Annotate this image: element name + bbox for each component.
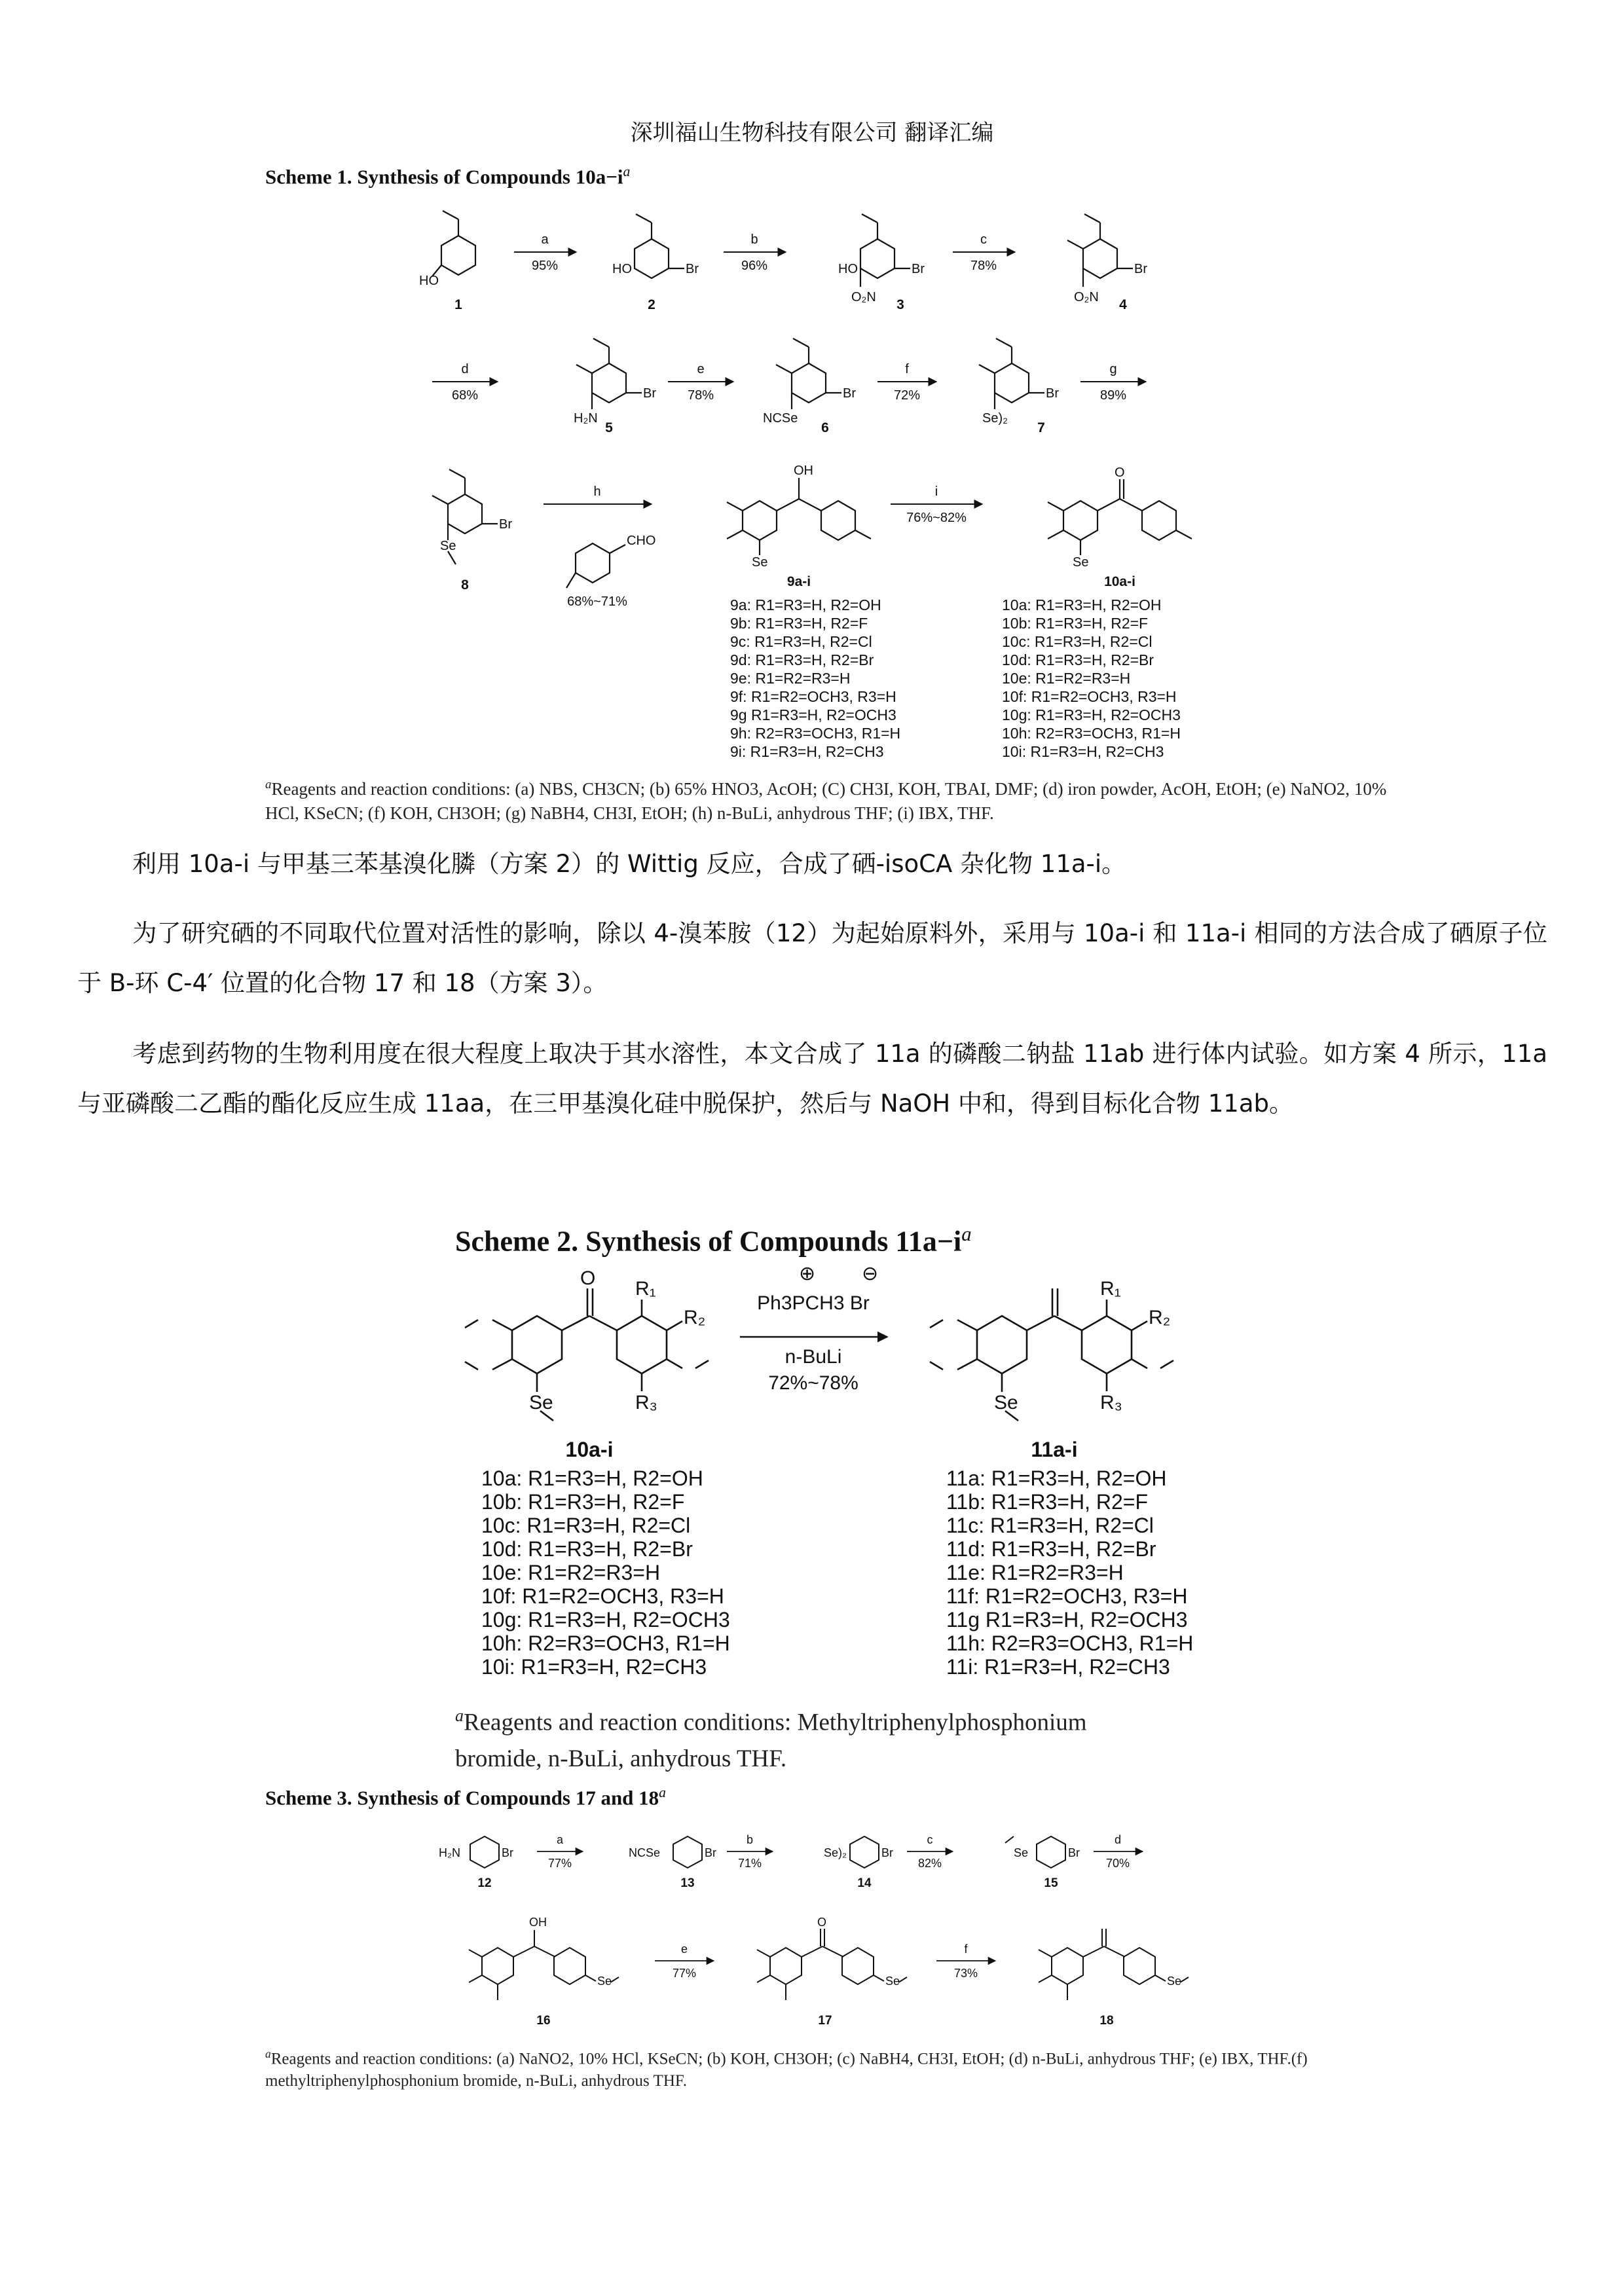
paragraph-2-text: 为了研究硒的不同取代位置对活性的影响，除以 4-溴苯胺（12）为起始原料外，采用与 10a-i 和 11a-i 相同的方法合成了硒原子位于 B-环 C-4′ 位置的化合物 17 和 18（方案 3）。 <box>77 919 1547 997</box>
list-item: 11g R1=R3=H, R2=OCH3 <box>946 1608 1188 1631</box>
compound-9-structure <box>727 478 871 555</box>
list-item: 10h: R2=R3=OCH3, R1=H <box>1002 725 1181 742</box>
s3-yield-c: 82% <box>917 1857 942 1870</box>
compound-4-structure <box>1067 214 1133 287</box>
s2-reagent-1: Ph3PCH3 Br <box>757 1292 870 1314</box>
compound-5-structure <box>576 338 642 409</box>
atom-ho-3: HO <box>838 262 858 276</box>
scheme3-footnote <box>265 2043 1392 2092</box>
s3-cpd-14: 14 <box>857 1876 872 1890</box>
s1-yield-f: 72% <box>893 388 921 403</box>
s1-cpd-7: 7 <box>1037 420 1045 435</box>
atom-br-14: Br <box>881 1846 893 1859</box>
scheme2-title-sup: a <box>961 1223 972 1245</box>
scheme3-title <box>265 1785 666 1810</box>
s3-yield-a: 77% <box>547 1857 572 1870</box>
atom-no2-3: O₂N <box>851 290 876 304</box>
s3-cpd-17: 17 <box>818 2014 832 2028</box>
s3-yield-d: 70% <box>1105 1857 1130 1870</box>
list-item: 11i: R1=R3=H, R2=CH3 <box>946 1655 1170 1679</box>
scheme3-diagram <box>439 1813 1225 2036</box>
list-item: 10g: R1=R3=H, R2=OCH3 <box>481 1608 730 1631</box>
atom-o-s2: O <box>580 1267 596 1289</box>
list-item: 10b: R1=R3=H, R2=F <box>481 1490 685 1514</box>
s1-yield-g: 89% <box>1099 388 1127 403</box>
s1-yield-b: 96% <box>741 259 768 273</box>
list-item: 10c: R1=R3=H, R2=Cl <box>1002 633 1153 650</box>
compound-3-structure <box>860 214 910 287</box>
s3-yield-f: 73% <box>953 1967 978 1980</box>
s2-label-right: 11a-i <box>1031 1438 1078 1461</box>
scheme1-list-10 <box>1002 596 1225 761</box>
atom-br-12: Br <box>502 1846 513 1859</box>
atom-oh-9: OH <box>794 464 813 478</box>
scheme1-list-9 <box>730 596 940 761</box>
s1-yield-a: 95% <box>531 259 559 273</box>
compound-16-structure <box>469 1930 619 2000</box>
atom-o-10: O <box>1115 465 1125 480</box>
list-item: 9c: R1=R3=H, R2=Cl <box>730 633 872 650</box>
atom-oh-16: OH <box>529 1916 547 1929</box>
list-item: 9h: R2=R3=OCH3, R1=H <box>730 725 901 742</box>
scheme1-footnote <box>265 773 1392 826</box>
compound-10ai-structure <box>465 1288 709 1421</box>
s3-yield-e: 77% <box>672 1967 697 1980</box>
s3-cpd-15: 15 <box>1044 1876 1058 1890</box>
s1-step-i: i <box>934 484 938 499</box>
atom-br-6: Br <box>843 386 856 401</box>
s1-cpd-9: 9a-i <box>786 574 811 589</box>
list-item: 10e: R1=R2=R3=H <box>1002 670 1131 687</box>
list-item: 10i: R1=R3=H, R2=CH3 <box>1002 743 1164 760</box>
aldehyde-reagent-structure <box>566 543 625 588</box>
paragraph-1 <box>77 839 1547 889</box>
s2-yield: 72%~78% <box>768 1372 858 1394</box>
s2-label-left: 10a-i <box>565 1438 614 1461</box>
list-item: 9g R1=R3=H, R2=OCH3 <box>730 706 896 723</box>
compound-18-structure <box>1039 1929 1189 2000</box>
list-item: 10a: R1=R3=H, R2=OH <box>1002 596 1162 613</box>
s3-step-a: a <box>556 1833 564 1846</box>
s3-cpd-12: 12 <box>477 1876 492 1890</box>
s1-cpd-2: 2 <box>648 297 655 312</box>
list-item: 11f: R1=R2=OCH3, R3=H <box>946 1584 1188 1608</box>
atom-se-s2-right: Se <box>994 1392 1018 1413</box>
atom-o-17: O <box>817 1916 827 1929</box>
s2-reagent-2: n-BuLi <box>784 1346 842 1368</box>
atom-se-15: Se <box>1014 1846 1029 1859</box>
compound-10-structure <box>1048 479 1192 555</box>
list-item: 11a: R1=R3=H, R2=OH <box>946 1467 1167 1490</box>
scheme2-diagram <box>452 1264 1192 1467</box>
s1-cpd-3: 3 <box>896 297 904 312</box>
atom-se-16: Se <box>597 1975 612 1988</box>
compound-11ai-structure <box>930 1288 1173 1421</box>
s3-step-f: f <box>964 1942 968 1956</box>
s1-step-b: b <box>750 232 758 247</box>
compound-2-structure <box>635 214 684 278</box>
list-item: 11e: R1=R2=R3=H <box>946 1561 1124 1584</box>
s1-yield-d: 68% <box>451 388 479 403</box>
atom-r3-left: R₃ <box>635 1392 657 1413</box>
atom-se-8: Se <box>440 539 456 553</box>
atom-ncse-6: NCSe <box>763 411 798 426</box>
scheme1-footnote-sup: a <box>265 778 272 792</box>
atom-r2-right: R₂ <box>1149 1307 1171 1328</box>
list-item: 9a: R1=R3=H, R2=OH <box>730 596 881 613</box>
s3-step-e: e <box>680 1942 688 1956</box>
s1-yield-i: 76%~82% <box>906 511 967 525</box>
list-item: 10i: R1=R3=H, R2=CH3 <box>481 1655 707 1679</box>
s1-cpd-4: 4 <box>1119 297 1127 312</box>
scheme2-list-11 <box>946 1467 1221 1679</box>
list-item: 10a: R1=R3=H, R2=OH <box>481 1467 703 1490</box>
atom-br-4: Br <box>1134 262 1147 276</box>
list-item: 9d: R1=R3=H, R2=Br <box>730 651 874 668</box>
s1-cpd-6: 6 <box>821 420 829 435</box>
atom-h2n-5: H₂N <box>574 411 598 426</box>
atom-r2-left: R₂ <box>684 1307 706 1328</box>
s1-yield-e: 78% <box>687 388 714 403</box>
compound-13-structure <box>673 1836 702 1868</box>
s1-step-e: e <box>697 362 705 376</box>
scheme2-list-10 <box>481 1467 756 1679</box>
scheme2-footnote-sup: a <box>455 1706 464 1725</box>
atom-r1-left: R₁ <box>635 1278 656 1300</box>
scheme2-title-text: Scheme 2. Synthesis of Compounds 11a−i <box>455 1225 962 1258</box>
list-item: 10d: R1=R3=H, R2=Br <box>1002 651 1154 668</box>
atom-r1-right: R₁ <box>1100 1278 1121 1300</box>
atom-r3-right: R₃ <box>1100 1392 1122 1413</box>
list-item: 9f: R1=R2=OCH3, R3=H <box>730 688 896 705</box>
s3-step-d: d <box>1114 1833 1122 1846</box>
atom-br-8: Br <box>499 517 512 532</box>
atom-cho: CHO <box>627 534 656 548</box>
scheme1-title-text: Scheme 1. Synthesis of Compounds 10a−i <box>265 165 623 189</box>
atom-br-15: Br <box>1068 1846 1080 1859</box>
s1-cpd-10: 10a-i <box>1104 574 1135 589</box>
atom-se-9: Se <box>752 555 768 570</box>
list-item: 10d: R1=R3=H, R2=Br <box>481 1537 693 1561</box>
paragraph-3-text: 考虑到药物的生物利用度在很大程度上取决于其水溶性，本文合成了 11a 的磷酸二钠盐 11ab 进行体内试验。如方案 4 所示，11a 与亚磷酸二乙酯的酯化反应生成 11aa，在三甲基溴化硅中脱保护，然后与 NaOH 中和，得到目标化合物 11ab。 <box>77 1040 1547 1118</box>
scheme1-title <box>265 164 630 189</box>
s1-step-g: g <box>1109 362 1117 376</box>
atom-br-7: Br <box>1046 386 1059 401</box>
scheme2-footnote <box>455 1698 1175 1777</box>
list-item: 10c: R1=R3=H, R2=Cl <box>481 1514 691 1537</box>
list-item: 10b: R1=R3=H, R2=F <box>1002 615 1149 632</box>
list-item: 9b: R1=R3=H, R2=F <box>730 615 868 632</box>
list-item: 10e: R1=R2=R3=H <box>481 1561 661 1584</box>
s3-yield-b: 71% <box>737 1857 762 1870</box>
s1-step-c: c <box>980 232 987 247</box>
scheme3-title-text: Scheme 3. Synthesis of Compounds 17 and 18 <box>265 1786 659 1810</box>
s3-step-c: c <box>927 1833 933 1846</box>
s1-yield-h: 68%~71% <box>567 594 627 609</box>
atom-br-3: Br <box>912 262 925 276</box>
paragraph-1-text: 利用 10a-i 与甲基三苯基溴化膦（方案 2）的 Wittig 反应，合成了硒-isoCA 杂化物 11a-i。 <box>132 850 1126 878</box>
bromide-minus-icon: ⊖ <box>862 1264 879 1285</box>
s3-cpd-16: 16 <box>536 2014 551 2028</box>
scheme1-footnote-text: Reagents and reaction conditions: (a) NBS, CH3CN; (b) 65% HNO3, AcOH; (C) CH3I, KOH, TBAI, DMF; (d) iron powder, AcOH, EtOH; (e) NaNO2, 10% HCl, KSeCN; (f) KOH, CH3OH; (g) NaBH4, CH3I, EtOH; (h) n-BuLi, anhydrous THF; (i) IBX, THF. <box>265 779 1387 823</box>
atom-no2-4: O₂N <box>1074 290 1099 304</box>
compound-6-structure <box>776 338 841 409</box>
scheme1-title-sup: a <box>623 164 631 179</box>
atom-br-5: Br <box>643 386 656 401</box>
list-item: 11h: R2=R3=OCH3, R1=H <box>946 1631 1194 1655</box>
compound-14-structure <box>850 1836 879 1868</box>
atom-br-13: Br <box>705 1846 716 1859</box>
s1-cpd-1: 1 <box>454 297 462 312</box>
list-item: 10g: R1=R3=H, R2=OCH3 <box>1002 706 1181 723</box>
atom-ho-2: HO <box>612 262 632 276</box>
compound-1-structure <box>432 211 475 276</box>
s1-step-f: f <box>905 362 909 376</box>
list-item: 9i: R1=R3=H, R2=CH3 <box>730 743 884 760</box>
scheme3-footnote-sup: a <box>265 2047 271 2060</box>
s1-step-h: h <box>593 484 601 499</box>
list-item: 11b: R1=R3=H, R2=F <box>946 1490 1149 1514</box>
list-item: 10h: R2=R3=OCH3, R1=H <box>481 1631 730 1655</box>
paragraph-2 <box>77 909 1547 1008</box>
atom-se2-14: Se)₂ <box>824 1846 847 1859</box>
compound-7-structure <box>979 338 1044 409</box>
s1-cpd-8: 8 <box>461 577 469 592</box>
atom-se-17: Se <box>885 1975 900 1988</box>
list-item: 9e: R1=R2=R3=H <box>730 670 851 687</box>
scheme2-title <box>455 1223 972 1258</box>
list-item: 10f: R1=R2=OCH3, R3=H <box>1002 688 1177 705</box>
atom-se-18: Se <box>1167 1975 1182 1988</box>
atom-ho-1: HO <box>419 274 439 288</box>
s3-step-b: b <box>746 1833 754 1846</box>
atom-br-2: Br <box>686 262 699 276</box>
atom-se-10: Se <box>1073 555 1089 570</box>
atom-se-s2-left: Se <box>529 1392 553 1413</box>
s3-cpd-18: 18 <box>1099 2014 1114 2028</box>
paragraph-3 <box>77 1029 1547 1129</box>
s1-yield-c: 78% <box>970 259 997 273</box>
page-header: 深圳福山生物科技有限公司 翻译汇编 <box>630 120 994 146</box>
list-item: 11c: R1=R3=H, R2=Cl <box>946 1514 1154 1537</box>
s1-cpd-5: 5 <box>605 420 613 435</box>
list-item: 11d: R1=R3=H, R2=Br <box>946 1537 1156 1561</box>
compound-17-structure <box>757 1929 907 2000</box>
atom-se2-7: Se)₂ <box>982 411 1008 426</box>
atom-ncse-13: NCSe <box>629 1846 661 1859</box>
scheme3-footnote-text: Reagents and reaction conditions: (a) NaNO2, 10% HCl, KSeCN; (b) KOH, CH3OH; (c) NaBH4, CH3I, EtOH; (d) n-BuLi, anhydrous THF; (e) IBX, THF.(f) methyltriphenylphosphonium bromide, n-BuLi, anhydrous THF. <box>265 2050 1308 2090</box>
s3-cpd-13: 13 <box>680 1876 695 1890</box>
s1-step-d: d <box>461 362 469 376</box>
s1-step-a: a <box>541 232 549 247</box>
atom-h2n-12: H₂N <box>439 1846 460 1859</box>
compound-12-structure <box>470 1836 499 1868</box>
scheme3-title-sup: a <box>659 1785 667 1800</box>
scheme2-footnote-text: Reagents and reaction conditions: Methyltriphenylphosphonium bromide, n-BuLi, anhydrous THF. <box>455 1709 1087 1773</box>
phosphonium-plus-icon: ⊕ <box>799 1264 816 1285</box>
list-item: 10f: R1=R2=OCH3, R3=H <box>481 1584 724 1608</box>
